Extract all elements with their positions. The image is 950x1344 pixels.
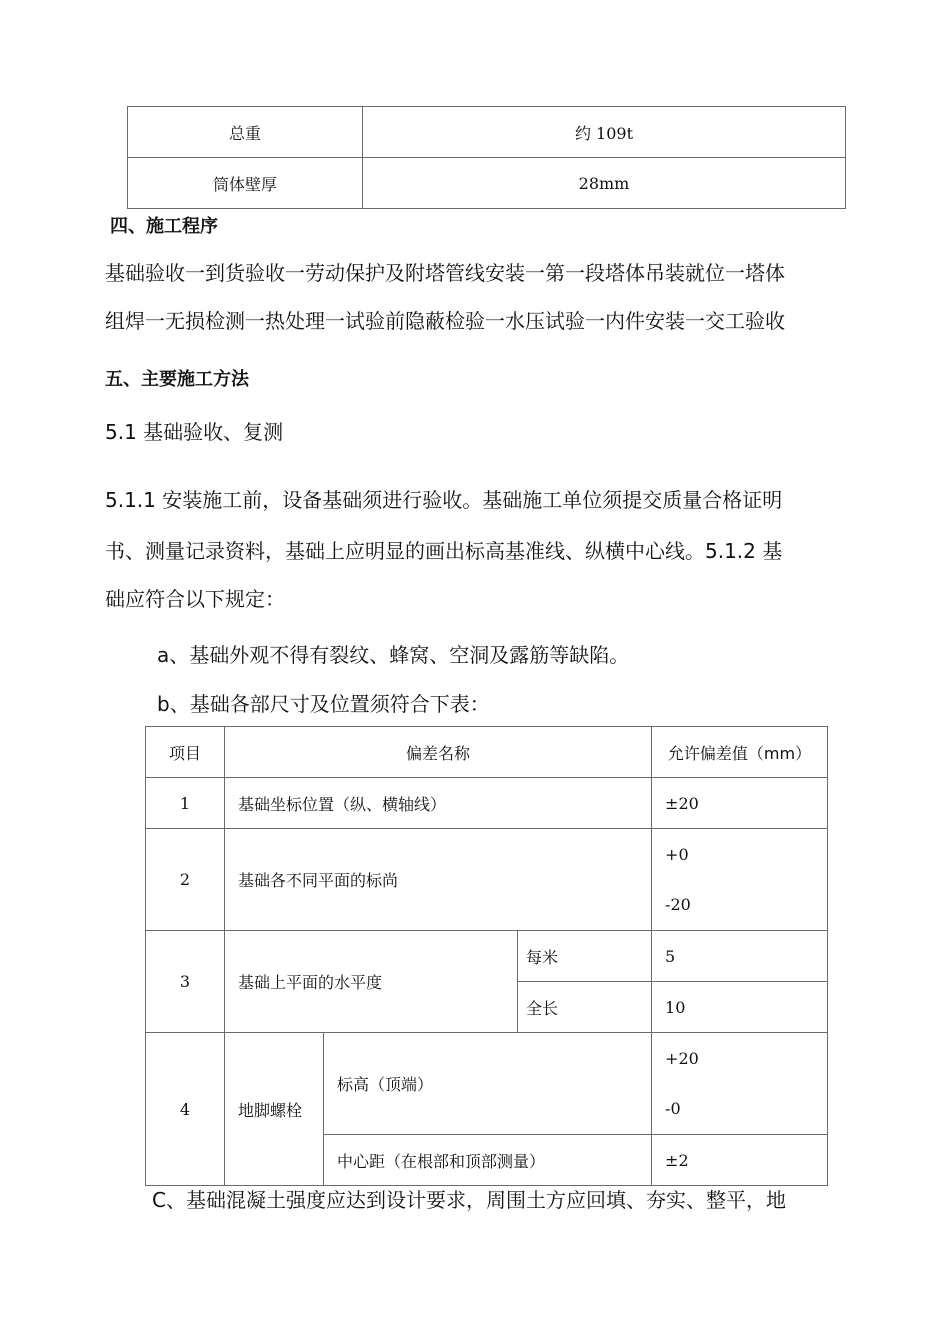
tolerance-table <box>145 726 828 1186</box>
table-row <box>146 1033 828 1135</box>
sub-item: 每米 <box>518 931 652 982</box>
row-number: 1 <box>146 778 225 829</box>
allowance-value: +20 <box>665 1048 699 1068</box>
deviation-name: 地脚螺栓 <box>225 1033 324 1186</box>
section-5-heading: 五、主要施工方法 <box>105 369 249 390</box>
table-row <box>128 107 846 158</box>
allowance-value: 10 <box>652 982 828 1033</box>
list-item-b: b、基础各部尺寸及位置须符合下表： <box>157 692 490 716</box>
row-number: 4 <box>146 1033 225 1186</box>
spec-value: 28mm <box>363 158 846 209</box>
paragraph-line: 5.1.1 安装施工前，设备基础须进行验收。基础施工单位须提交质量合格证明 <box>105 488 783 512</box>
deviation-name: 基础各不同平面的标尚 <box>225 829 652 931</box>
spec-label: 筒体壁厚 <box>128 158 363 209</box>
table-header-row <box>146 727 828 778</box>
spec-label: 总重 <box>128 107 363 158</box>
table-row <box>128 158 846 209</box>
procedure-line-1: 基础验收一到货验收一劳动保护及附塔管线安装一第一段塔体吊装就位一塔体 <box>105 261 785 285</box>
header-allowance: 允许偏差值（mm） <box>652 727 828 778</box>
table-row <box>146 829 828 931</box>
header-name: 偏差名称 <box>225 727 652 778</box>
subsection-5-1-title: 5.1 基础验收、复测 <box>105 420 284 444</box>
sub-item: 标高（顶端） <box>324 1033 652 1135</box>
allowance-value: ±20 <box>652 778 828 829</box>
deviation-name: 基础上平面的水平度 <box>225 931 518 1033</box>
list-item-a: a、基础外观不得有裂纹、蜂窝、空洞及露筋等缺陷。 <box>157 643 630 667</box>
sub-item: 中心距（在根部和顶部测量） <box>324 1135 652 1186</box>
table-row <box>146 931 828 982</box>
paragraph-line: 书、测量记录资料，基础上应明显的画出标高基准线、纵横中心线。5.1.2 基 <box>105 539 783 563</box>
procedure-line-2: 组焊一无损检测一热处理一试验前隐蔽检验一水压试验一内件安装一交工验收 <box>105 309 785 333</box>
allowance-value: -20 <box>665 895 691 915</box>
specification-table <box>127 106 846 209</box>
list-item-c: C、基础混凝土强度应达到设计要求，周围土方应回填、夯实、整平，地 <box>152 1188 786 1212</box>
spec-value: 约 109t <box>363 107 846 158</box>
deviation-name: 基础坐标位置（纵、横轴线） <box>225 778 652 829</box>
allowance-cell <box>652 1033 828 1135</box>
allowance-value: -0 <box>665 1099 681 1119</box>
allowance-value: ±2 <box>652 1135 828 1186</box>
sub-item: 全长 <box>518 982 652 1033</box>
allowance-cell <box>652 829 828 931</box>
header-item: 项目 <box>146 727 225 778</box>
paragraph-line: 础应符合以下规定： <box>105 587 285 611</box>
row-number: 2 <box>146 829 225 931</box>
allowance-value: 5 <box>652 931 828 982</box>
table-row <box>146 778 828 829</box>
section-4-heading: 四、施工程序 <box>110 216 218 237</box>
row-number: 3 <box>146 931 225 1033</box>
allowance-value: +0 <box>665 844 689 864</box>
